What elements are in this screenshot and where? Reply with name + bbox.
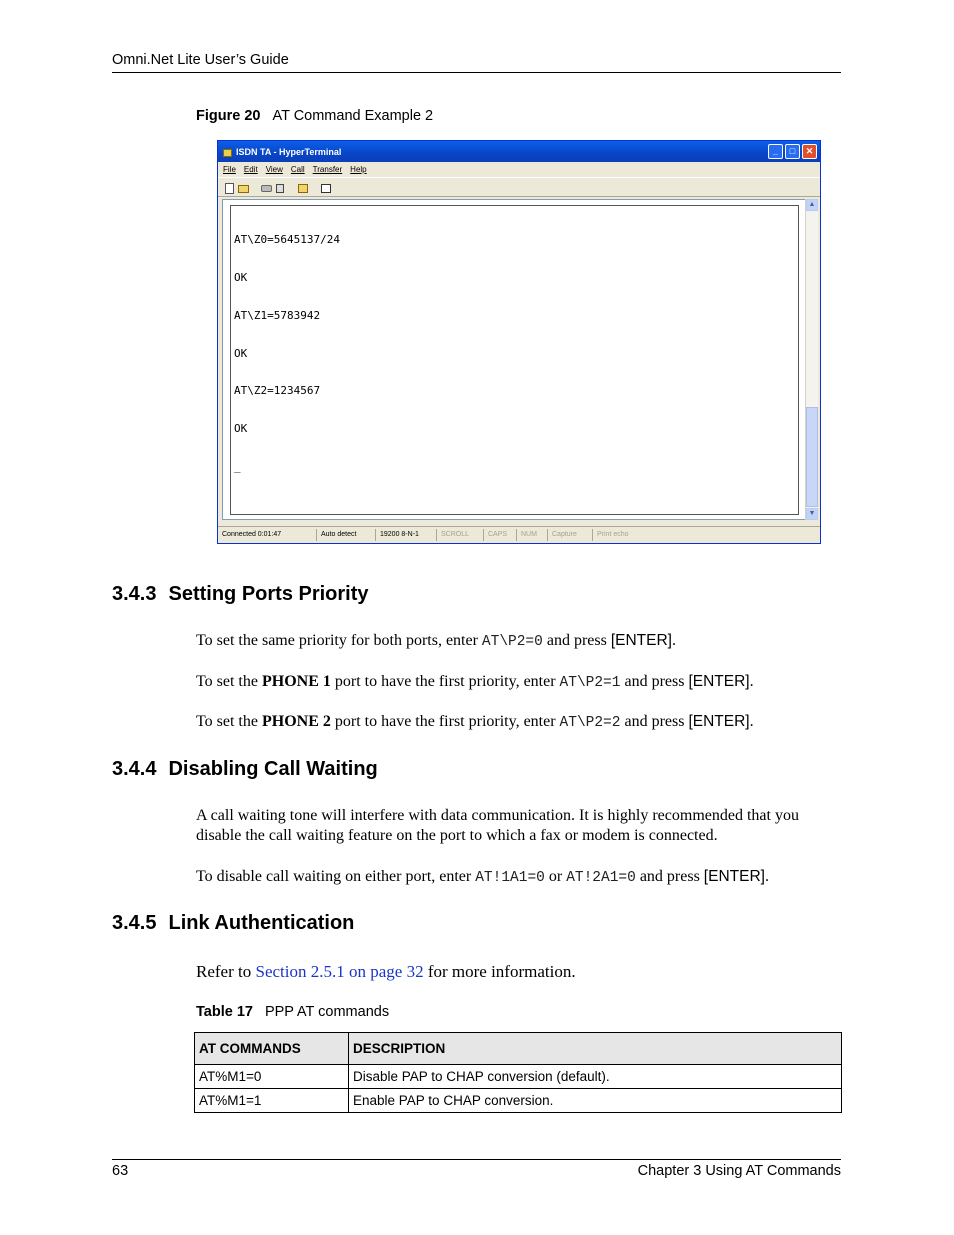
table-header-row [195,1033,842,1065]
terminal-line: AT\Z1=5783942 [234,308,321,322]
paragraph: To disable call waiting on either port, enter AT!1A1=0 or AT!2A1=0 and press [ENTER]. [196,868,769,886]
scroll-down-icon[interactable]: ▼ [806,508,818,520]
page-header [112,51,841,73]
section-number: 3.4.3 [112,583,157,605]
status-print-echo: Print echo [597,531,629,538]
paragraph: To set the PHONE 2 port to have the first priority, enter AT\P2=2 and press [ENTER]. [196,713,754,731]
terminal-line: OK [234,270,248,284]
close-button[interactable]: ✕ [802,144,817,159]
section-heading-3-4-4 [112,758,378,781]
command-code: AT!2A1=0 [566,870,636,886]
section-number: 3.4.4 [112,758,157,780]
command-code: AT\P2=0 [481,634,543,650]
table-cell: Disable PAP to CHAP conversion (default). [349,1065,842,1089]
section-title: Link Authentication [168,912,355,934]
page-footer [112,1159,841,1179]
toolbar [218,177,820,197]
new-connection-icon[interactable] [223,182,234,193]
status-bar [218,526,820,543]
hyperterminal-window [217,140,821,544]
terminal-line: AT\Z0=5645137/24 [234,233,340,247]
figure-caption [196,108,433,124]
guide-title: Omni.Net Lite User’s Guide [112,52,289,68]
paragraph: To set the same priority for both ports, enter AT\P2=0 and press [ENTER]. [196,632,676,650]
menu-call[interactable]: Call [290,165,305,174]
port-name: PHONE 2 [261,713,331,730]
open-folder-icon[interactable] [237,182,248,193]
terminal-line: OK [234,346,248,360]
table-row [195,1089,842,1113]
table-title: PPP AT commands [264,1004,390,1020]
menu-view[interactable]: View [265,165,283,174]
enter-key: [ENTER] [703,868,765,885]
menu-bar [218,162,820,177]
section-title: Setting Ports Priority [168,583,369,605]
paragraph: Refer to Section 2.5.1 on page 32 for more information. [196,962,576,981]
hyperterminal-app-icon [222,147,232,157]
table-cell: Enable PAP to CHAP conversion. [349,1089,842,1113]
scroll-thumb[interactable] [806,407,818,507]
window-titlebar[interactable] [218,141,820,162]
chapter-title: Chapter 3 Using AT Commands [637,1163,841,1179]
ppp-at-commands-table [194,1032,842,1113]
status-capture: Capture [548,529,593,541]
table-caption [196,1004,389,1020]
command-code: AT\P2=2 [559,715,621,731]
section-number: 3.4.5 [112,912,157,934]
paragraph: To set the PHONE 1 port to have the first priority, enter AT\P2=1 and press [ENTER]. [196,673,754,691]
enter-key: [ENTER] [688,673,750,690]
maximize-button[interactable]: □ [785,144,800,159]
figure-label: Figure 20 [196,108,261,124]
section-title: Disabling Call Waiting [168,758,378,780]
status-settings: 19200 8-N-1 [376,529,437,541]
enter-key: [ENTER] [610,632,672,649]
status-detect: Auto detect [317,529,376,541]
window-title: ISDN TA - HyperTerminal [236,146,342,157]
status-scroll: SCROLL [437,529,484,541]
menu-edit[interactable]: Edit [243,165,258,174]
paragraph: A call waiting tone will interfere with data communication. It is highly recommended that you disable the call waiting feature on the port to which a fax or modem is connected. [196,807,799,844]
scroll-up-icon[interactable]: ▲ [806,199,818,211]
status-connected: Connected 0:01:47 [218,529,317,541]
column-header: DESCRIPTION [349,1033,842,1065]
command-code: AT\P2=1 [559,675,621,691]
command-code: AT!1A1=0 [475,870,545,886]
disconnect-icon[interactable] [274,182,285,193]
figure-title: AT Command Example 2 [272,108,434,124]
terminal-screen[interactable] [230,205,799,515]
table-label: Table 17 [196,1004,253,1020]
terminal-area[interactable] [222,199,807,520]
section-heading-3-4-3 [112,583,369,606]
terminal-line: AT\Z2=1234567 [234,384,321,398]
table-cell: AT%M1=0 [195,1065,349,1089]
status-caps: CAPS [484,529,517,541]
menu-transfer[interactable]: Transfer [312,165,343,174]
section-link[interactable]: Section 2.5.1 on page 32 [255,962,424,981]
column-header: AT COMMANDS [195,1033,349,1065]
minimize-button[interactable]: _ [768,144,783,159]
status-num: NUM [517,529,548,541]
menu-file[interactable]: File [223,165,236,174]
menu-help[interactable]: Help [350,165,367,174]
window-controls [768,144,817,159]
section-heading-3-4-5 [112,912,354,935]
call-phone-icon[interactable] [260,182,271,193]
vertical-scrollbar[interactable] [805,199,818,520]
properties-icon[interactable] [320,182,331,193]
table-cell: AT%M1=1 [195,1089,349,1113]
terminal-cursor: _ [234,459,241,473]
terminal-line: OK [234,422,248,436]
table-row [195,1065,842,1089]
page-number: 63 [112,1163,129,1179]
terminal-output [234,209,340,499]
port-name: PHONE 1 [261,673,331,690]
enter-key: [ENTER] [688,713,750,730]
send-file-icon[interactable] [297,182,308,193]
